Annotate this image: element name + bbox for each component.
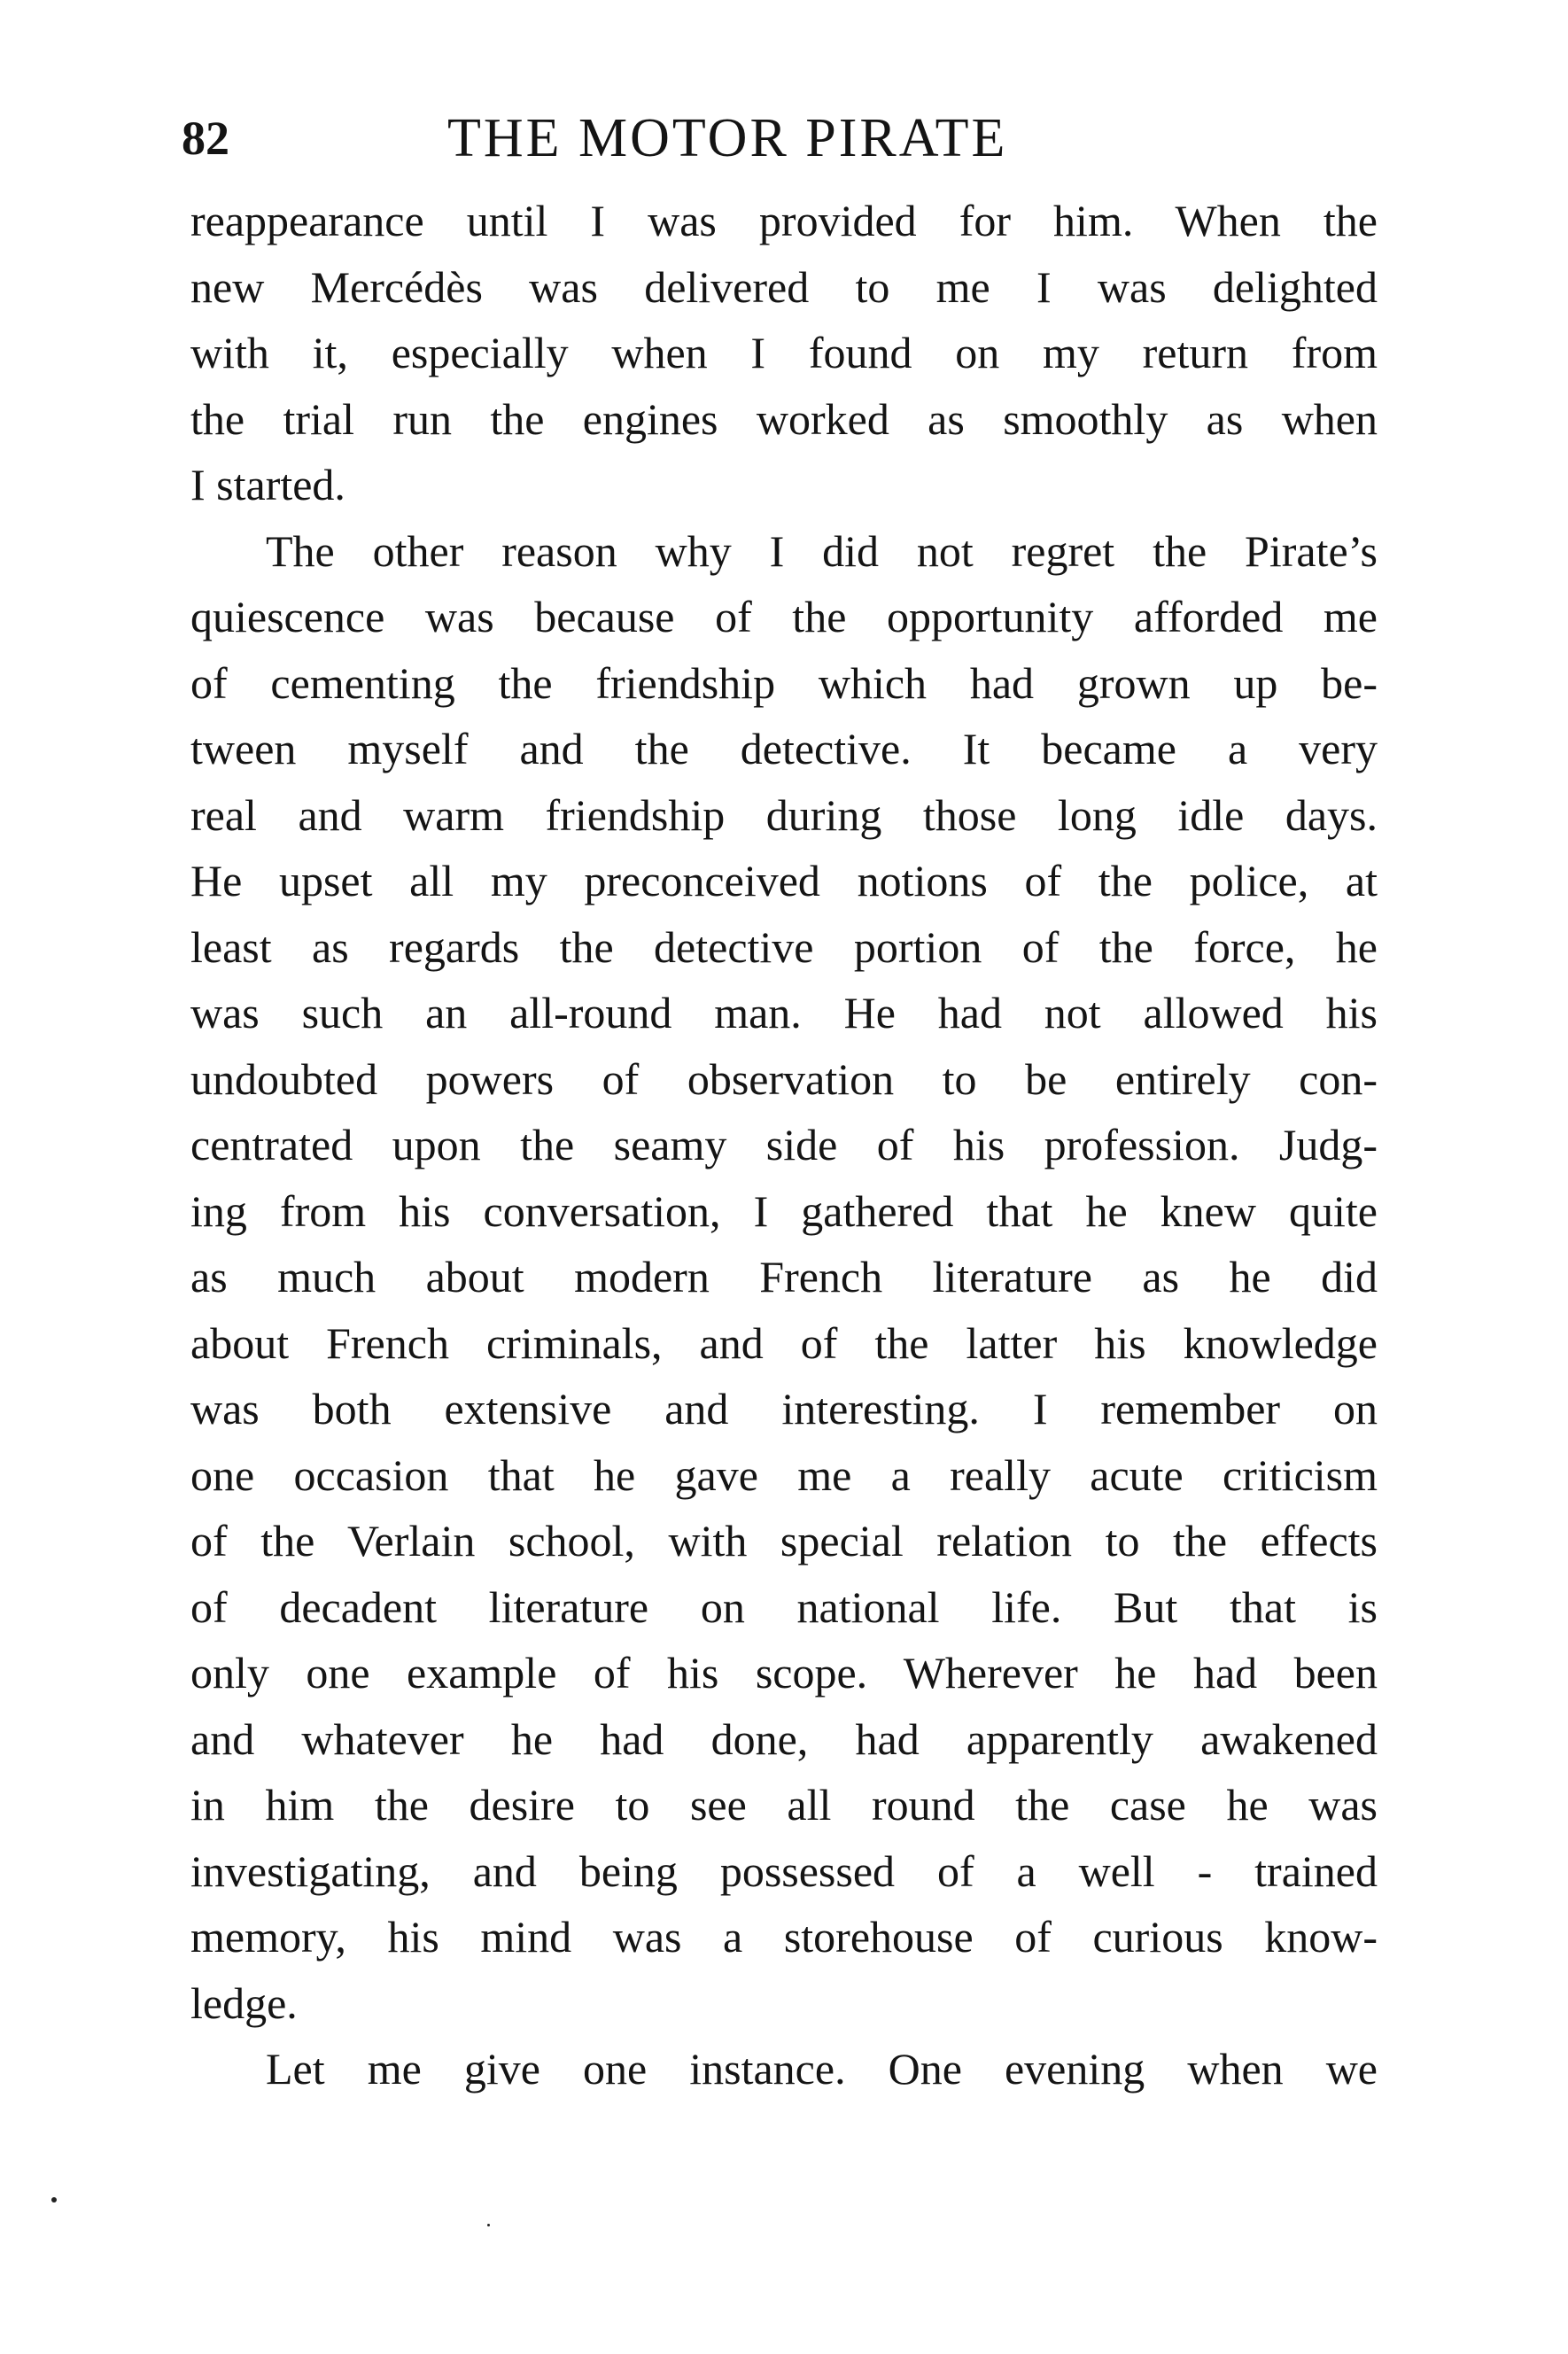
text-line: least as regards the detective portion of the force, he xyxy=(190,921,1378,972)
text-line: He upset all my preconceived notions of the police, at xyxy=(190,856,1378,905)
text-line: real and warm friendship during those long idle days. xyxy=(190,789,1378,840)
text-line: ledge. xyxy=(190,1977,298,2028)
text-line: new Mercédès was delivered to me I was delighted xyxy=(190,261,1378,312)
text-line: as much about modern French literature as he did xyxy=(190,1252,1378,1301)
text-line: reappearance until I was provided for him. When the xyxy=(190,196,1378,245)
text-line: of cementing the friendship which had grown up be- xyxy=(190,657,1378,708)
text-line: with it, especially when I found on my return from xyxy=(190,328,1378,377)
text-line: ing from his conversation, I gathered that he knew quite xyxy=(190,1185,1378,1236)
page-number: 82 xyxy=(182,112,229,165)
paragraph-start-line: Let me give one instance. One evening when we xyxy=(266,2044,1378,2094)
paragraph-start-line: The other reason why I did not regret the Pirate’s xyxy=(266,525,1378,576)
text-line: of decadent literature on national life. But that is xyxy=(190,1581,1378,1632)
text-line: memory, his mind was a storehouse of curious know- xyxy=(190,1912,1378,1962)
text-line: and whatever he had done, had apparently awakened xyxy=(190,1713,1378,1764)
text-line: centrated upon the seamy side of his profession. Judg- xyxy=(190,1120,1378,1169)
text-line: about French criminals, and of the latter his knowledge xyxy=(190,1317,1378,1368)
ink-speck xyxy=(51,2197,57,2203)
text-line: quiescence was because of the opportunity afforded me xyxy=(190,592,1378,641)
text-line: only one example of his scope. Wherever he had been xyxy=(190,1648,1378,1698)
body-text xyxy=(190,188,1378,2102)
page-header xyxy=(182,103,1121,174)
text-line: I started. xyxy=(190,460,345,509)
text-line: the trial run the engines worked as smoothly as when xyxy=(190,393,1378,444)
text-line: one occasion that he gave me a really acute criticism xyxy=(190,1449,1378,1500)
text-line: tween myself and the detective. It became a very xyxy=(190,724,1378,773)
text-line: in him the desire to see all round the case he was xyxy=(190,1780,1378,1830)
running-title: THE MOTOR PIRATE xyxy=(447,108,1008,168)
text-line: of the Verlain school, with special relation to the effects xyxy=(190,1516,1378,1565)
text-line: investigating, and being possessed of a well - trained xyxy=(190,1845,1378,1896)
text-line: undoubted powers of observation to be entirely con- xyxy=(190,1053,1378,1104)
text-line: was such an all-round man. He had not allowed his xyxy=(190,988,1378,1037)
ink-speck xyxy=(487,2224,490,2226)
text-line: was both extensive and interesting. I remember on xyxy=(190,1384,1378,1433)
